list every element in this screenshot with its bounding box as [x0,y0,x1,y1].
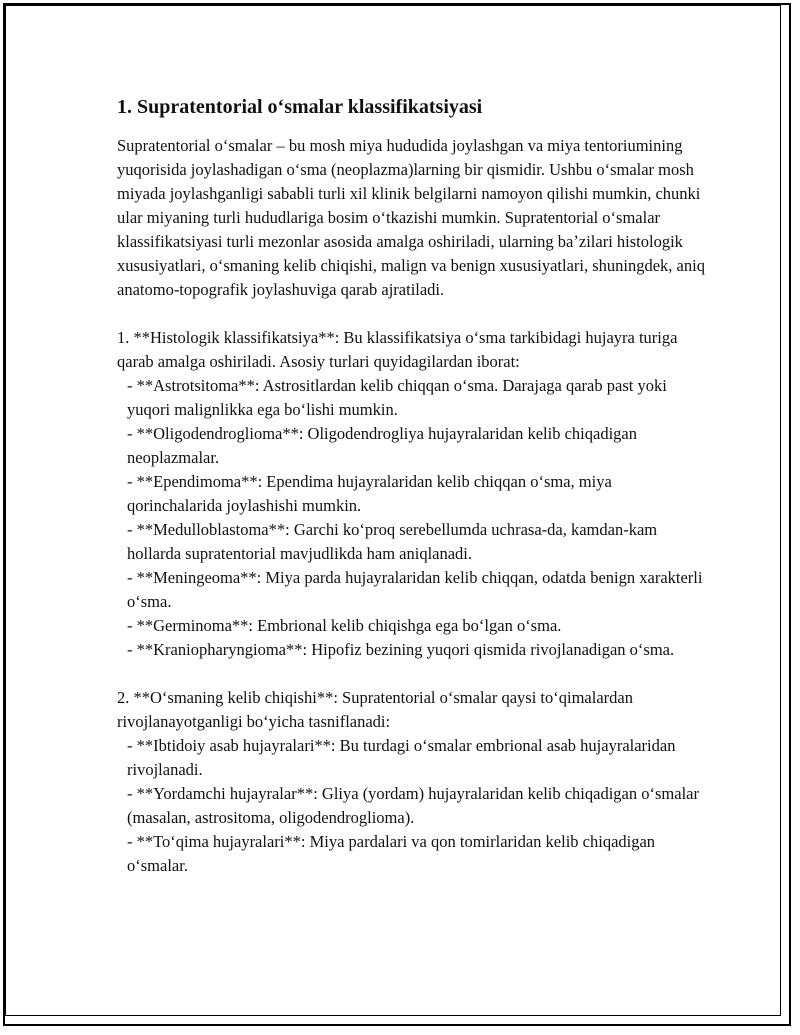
list-item: - **Meningeoma**: Miya parda hujayralaridan kelib chiqqan, odatda benign xarakterli oʻsma. [127,568,703,611]
list-item: - **Toʻqima hujayralari**: Miya pardalari va qon tomirlaridan kelib chiqadigan oʻsmalar. [127,832,656,875]
document-body [117,94,707,878]
intro-paragraph: Supratentorial oʻsmalar – bu mosh miya hududida joylashgan va miya tentoriumining yuqorisida joylashadigan oʻsma (neoplazma)larning bir qismidir. Ushbu oʻsmalar mosh miyada joylashganligi sababli turli xil klinik belgilarni namoyon qilishi mumkin, chunki ular miyaning turli hududlariga bosim oʻtkazishi mumkin. Supratentorial oʻsmalar klassifikatsiyasi turli mezonlar asosida amalga oshiriladi, ularning baʼzilari histologik xususiyatlari, oʻsmaning kelib chiqishi, malign va benign xususiyatlari, shuningdek, aniq anatomo-topografik joylashuviga qarab ajratiladi. [117,136,705,299]
section1-title: 1. **Histologik klassifikatsiya**: Bu klassifikatsiya oʻsma tarkibidagi hujayra turiga qarab amalga oshiriladi. Asosiy turlari quyidagilardan iborat: [117,328,678,371]
list-item: - **Germinoma**: Embrional kelib chiqishga ega boʻlgan oʻsma. [127,616,562,635]
paragraph-spacer [117,662,707,686]
paragraph-spacer [117,302,707,326]
list-item: - **Ibtidoiy asab hujayralari**: Bu turdagi oʻsmalar embrional asab hujayralaridan rivojlanadi. [127,736,676,779]
list-item: - **Kraniopharyngioma**: Hipofiz bezining yuqori qismida rivojlanadigan oʻsma. [127,640,675,659]
section2-title: 2. **Oʻsmaning kelib chiqishi**: Supratentorial oʻsmalar qaysi toʻqimalardan rivojlanayotganligi boʻyicha tasniflanadi: [117,688,633,731]
list-item: - **Medulloblastoma**: Garchi koʻproq serebellumda uchrasa-da, kamdan-kam hollarda supratentorial mavjudlikda ham aniqlanadi. [127,520,658,563]
section-heading: 1. Supratentorial oʻsmalar klassifikatsiyasi [117,96,483,118]
list-item: - **Oligodendroglioma**: Oligodendrogliya hujayralaridan kelib chiqadigan neoplazmalar. [127,424,637,467]
list-item: - **Ependimoma**: Ependima hujayralaridan kelib chiqqan oʻsma, miya qorinchalarida joylashishi mumkin. [127,472,612,515]
list-item: - **Astrotsitoma**: Astrositlardan kelib chiqqan oʻsma. Darajaga qarab past yoki yuqori malignlikka ega boʻlishi mumkin. [127,376,667,419]
list-item: - **Yordamchi hujayralar**: Gliya (yordam) hujayralaridan kelib chiqadigan oʻsmalar (masalan, astrositoma, oligodendroglioma). [127,784,699,827]
